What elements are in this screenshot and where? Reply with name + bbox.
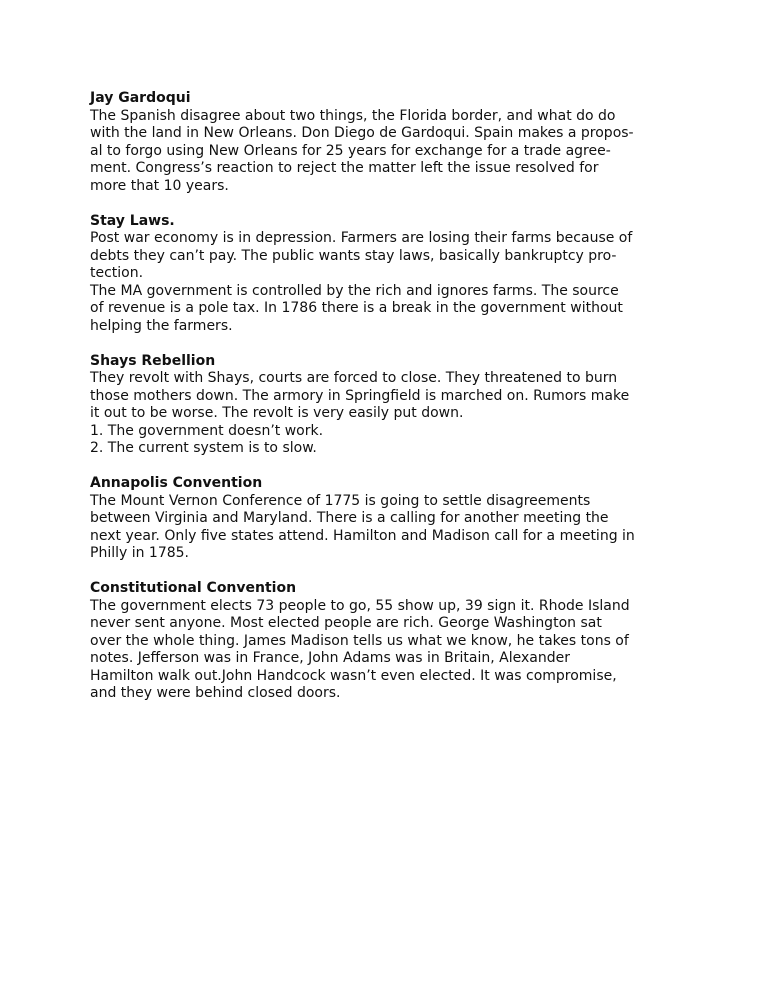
paragraph-line: with the land in New Orleans. Don Diego de Gardoqui. Spain makes a propos-	[90, 125, 634, 141]
section-annapolis-convention	[90, 475, 682, 563]
paragraph-line: The government elects 73 people to go, 55 show up, 39 sign it. Rhode Island	[90, 597, 630, 614]
paragraph-line: ment. Congress’s reaction to reject the matter left the issue resolved for	[90, 160, 599, 176]
paragraph-line: more that 10 years.	[90, 177, 229, 194]
section-constitutional-convention	[90, 580, 682, 703]
section-shays-rebellion	[90, 353, 682, 458]
list-item: 2. The current system is to slow.	[90, 440, 317, 456]
paragraph-line: al to forgo using New Orleans for 25 years for exchange for a trade agree-	[90, 142, 611, 159]
paragraph-line: helping the farmers.	[90, 317, 233, 334]
paragraph-line: Philly in 1785.	[90, 545, 190, 561]
paragraph-line: it out to be worse. The revolt is very easily put down.	[90, 405, 464, 421]
paragraph-line: next year. Only five states attend. Hamilton and Madison call for a meeting in	[90, 527, 635, 544]
section-heading: Annapolis Convention	[90, 475, 263, 491]
section-heading: Stay Laws.	[90, 212, 175, 229]
paragraph-line: over the whole thing. James Madison tells us what we know, he takes tons of	[90, 632, 629, 649]
section-stay-laws	[90, 213, 682, 336]
paragraph-line: Post war economy is in depression. Farmers are losing their farms because of	[90, 230, 633, 246]
paragraph-line: tection.	[90, 265, 144, 281]
paragraph-line: those mothers down. The armory in Springfield is marched on. Rumors make	[90, 387, 630, 404]
paragraph-line: The Mount Vernon Conference of 1775 is going to settle disagreements	[90, 492, 591, 509]
section-jay-gardoqui	[90, 90, 682, 195]
paragraph-line: and they were behind closed doors.	[90, 685, 341, 701]
paragraph-line: notes. Jefferson was in France, John Adams was in Britain, Alexander	[90, 650, 570, 666]
section-heading: Shays Rebellion	[90, 352, 216, 369]
document-page	[90, 90, 682, 720]
list-item: 1. The government doesn’t work.	[90, 422, 324, 439]
paragraph-line: Hamilton walk out.John Handcock wasn’t even elected. It was compromise,	[90, 667, 617, 684]
paragraph-line: never sent anyone. Most elected people are rich. George Washington sat	[90, 615, 602, 631]
paragraph-line: The Spanish disagree about two things, the Florida border, and what do do	[90, 107, 616, 124]
paragraph-line: They revolt with Shays, courts are forced to close. They threatened to burn	[90, 370, 618, 386]
section-heading: Constitutional Convention	[90, 580, 297, 596]
section-heading: Jay Gardoqui	[90, 90, 191, 106]
paragraph-line: of revenue is a pole tax. In 1786 there is a break in the government without	[90, 300, 623, 316]
paragraph-line: The MA government is controlled by the rich and ignores farms. The source	[90, 282, 619, 299]
paragraph-line: between Virginia and Maryland. There is a calling for another meeting the	[90, 510, 609, 526]
paragraph-line: debts they can’t pay. The public wants stay laws, basically bankruptcy pro-	[90, 247, 617, 264]
